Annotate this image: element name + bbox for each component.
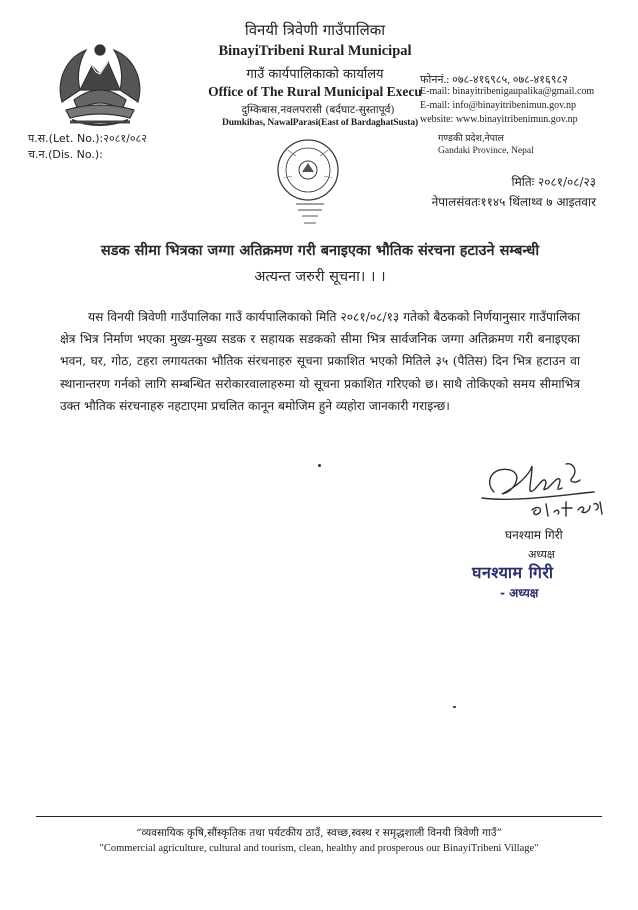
signatory-title: अध्यक्ष <box>528 548 555 561</box>
footer-divider <box>36 816 602 817</box>
notice-body-paragraph: यस विनयी त्रिवेणी गाउँपालिका गाउँ कार्यपालिकाको मिति २०८१/०८/१३ गतेको बैठकको निर्णयानुसार गाउँपालिका क्षेत्र भित्र निर्माण भएका मुख्य-मुख्य सडक र सहायक सडकको सीमा भित्र सार्वजनिक जग्गा अतिक्रमण गरी बनाइएका भवन, घर, गोठ, टहरा लगायतका भौतिक संरचनाहरु सूचना प्रकाशित भएको मितिले ३५ (पैतिस) दिन भित्र हटाउन वा स्थानान्तरण गर्नको लागि सम्बन्धित सरोकारवालाहरुमा यो सूचना प्रकाशित गरिएको छ। साथै तोकिएको समय सीमाभित्र उक्त भौतिक संरचनाहरु नहटाएमा प्रचलित कानून बमोजिम हुने व्यहोरा जानकारी गराइन्छ। <box>60 310 580 413</box>
dispatch-number: च.न.(Dis. No.): <box>28 148 103 161</box>
handwritten-signature <box>474 452 614 532</box>
name-stamp: घनश्याम गिरी <box>472 563 554 582</box>
office-seal-stamp <box>262 130 366 230</box>
subject-line-1: सडक सीमा भित्रका जग्गा अतिक्रमण गरी बनाइएका भौतिक संरचना हटाउने सम्बन्धी <box>100 242 540 259</box>
municipality-name-nepali: विनयी त्रिवेणी गाउँपालिका <box>244 21 386 39</box>
ink-dot <box>318 464 321 467</box>
nepal-samvat-date: नेपालसंवतः११४५ थिंलाथ्व ७ आइतवार <box>431 195 596 209</box>
office-name-nepali: गाउँ कार्यपालिकाको कार्यालय <box>246 67 384 82</box>
nepal-emblem-logo <box>52 40 148 126</box>
email-official: E-mail: info@binayitribenimun.gov.np <box>420 100 577 111</box>
letter-date: मितिः २०८१/०८/२३ <box>511 175 596 189</box>
letter-number: प.स.(Let. No.):२०८१/०८२ <box>28 132 147 145</box>
footer-slogan-nepali: “व्यवसायिक कृषि,सौंस्कृतिक तथा पर्यटकीय ठाउँ, स्वच्छ,स्वस्थ र समृद्धशाली विनयी त्रिवेणी गाउँ” <box>136 827 502 839</box>
signatory-name: घनश्याम गिरी <box>505 528 563 542</box>
title-stamp: - अध्यक्ष <box>500 586 539 600</box>
municipality-name-english: BinayiTribeni Rural Municipal <box>218 43 412 59</box>
subject-line-2: अत्यन्त जरुरी सूचना। । । <box>254 269 386 285</box>
website: website: www.binayitribenimun.gov.np <box>420 114 578 125</box>
province-nepali: गण्डकी प्रदेश,नेपाल <box>438 134 504 144</box>
footer-slogan-english: "Commercial agriculture, cultural and tourism, clean, healthy and prosperous our BinayiTribeni Village" <box>99 843 539 854</box>
office-name-english: Office of The Rural Municipal Execu <box>208 84 422 99</box>
paper-speck <box>453 706 456 708</box>
province-english: Gandaki Province, Nepal <box>438 146 534 156</box>
address-nepali: दुम्किबास,नवलपरासी (बर्दघाट-सुस्तापूर्व) <box>241 104 395 116</box>
address-english: Dumkibas, NawalParasi(East of BardaghatSusta) <box>221 118 419 128</box>
email-gmail: E-mail: binayitribenigaupalika@gmail.com <box>420 86 595 97</box>
phone-number: फोननं.: ०७८-४१६९८५, ०७८-४१६९८२ <box>420 74 568 86</box>
